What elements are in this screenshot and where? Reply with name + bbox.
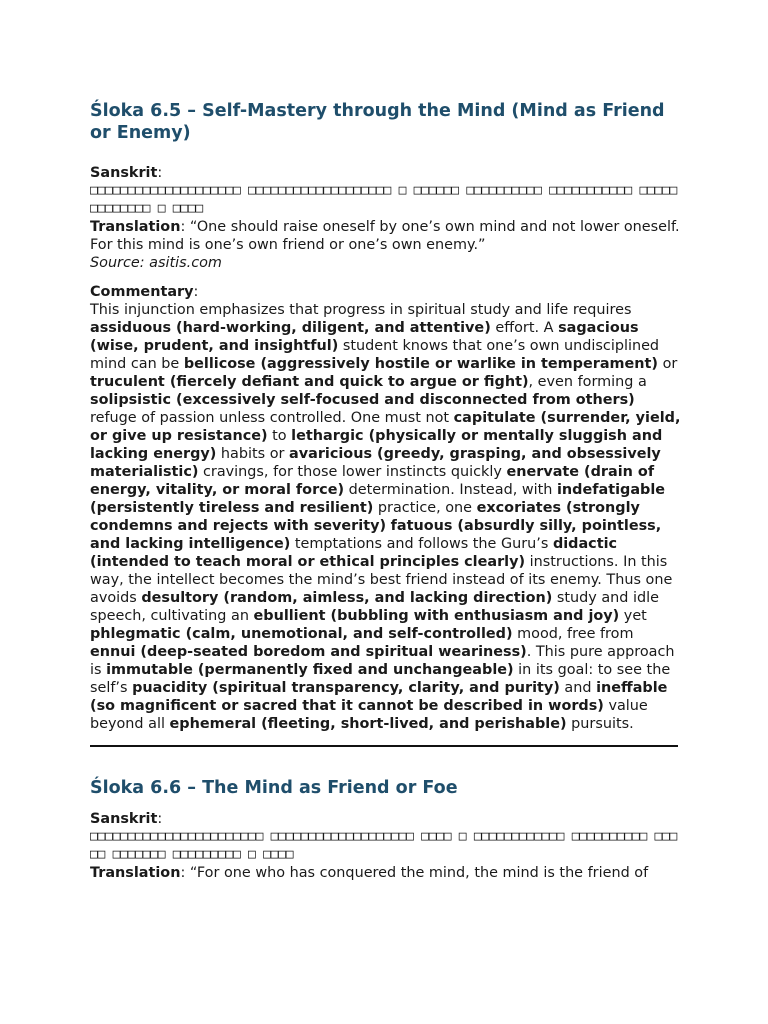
sanskrit-label-2: Sanskrit xyxy=(90,811,158,827)
sanskrit-text-2: □□□□□□□□□□□□□□□□□□□□□□□ □□□□□□□□□□□□□□□□□□□ □□□□ □ □□□□□□□□□□□□ □□□□□□□□□□ □□□□□ □□□□□□□ □□□□□□□□□ □ □□□□ xyxy=(90,829,678,862)
vocab-term: solipsistic (excessively self-focused and disconnected from others) xyxy=(90,392,635,408)
commentary-text: , even forming a xyxy=(528,374,647,390)
commentary-text: . This pure approach is xyxy=(90,644,675,678)
sanskrit-label: Sanskrit xyxy=(90,165,158,181)
translation-line: Translation: “One should raise oneself by one’s own mind and not lower oneself. For this mind is one’s own friend or one’s own enemy.” xyxy=(90,219,680,253)
translation-label: Translation xyxy=(90,219,181,235)
vocab-term: bellicose (aggressively hostile or warlike in temperament) xyxy=(183,356,659,372)
vocab-term: excoriates (strongly condemns and rejects with severity) xyxy=(90,500,640,534)
vocab-term: didactic (intended to teach moral or ethical principles clearly) xyxy=(90,536,618,570)
translation-line-2: Translation: “For one who has conquered the mind, the mind is the friend of xyxy=(90,865,649,881)
vocab-term: immutable (permanently fixed and unchangeable) xyxy=(106,662,514,678)
commentary-text: cravings, for those lower instincts quickly xyxy=(198,464,507,480)
commentary-paragraph xyxy=(90,301,682,733)
commentary-text: habits or xyxy=(216,446,290,462)
commentary-text: determination. Instead, with xyxy=(344,482,557,498)
vocab-term: indefatigable (persistently tireless and resilient) xyxy=(90,482,666,516)
vocab-term: fatuous (absurdly silly, pointless, and lacking intelligence) xyxy=(90,518,662,552)
translation-text: “One should raise oneself by one’s own mind and not lower oneself. For this mind is one’s own friend or one’s own enemy.” xyxy=(90,219,680,253)
commentary-text: and xyxy=(559,680,597,696)
sanskrit-label-line-2: Sanskrit: xyxy=(90,811,163,827)
vocab-term: capitulate (surrender, yield, or give up resistance) xyxy=(90,410,681,444)
commentary-text: in its goal: to see the self’s xyxy=(90,662,671,696)
vocab-term: enervate (drain of energy, vitality, or moral force) xyxy=(90,464,655,498)
sanskrit-text: □□□□□□□□□□□□□□□□□□□□ □□□□□□□□□□□□□□□□□□□ □ □□□□□□ □□□□□□□□□□ □□□□□□□□□□□ □□□□□□□□□□□□□ □ □□□□ xyxy=(90,183,678,216)
vocab-term: sagacious (wise, prudent, and insightful) xyxy=(90,320,639,354)
vocab-term: puacidity (spiritual transparency, clarity, and purity) xyxy=(132,680,560,696)
commentary-text: This injunction emphasizes that progress in spiritual study and life requires xyxy=(90,302,632,318)
vocab-term: assiduous (hard-working, diligent, and attentive) xyxy=(90,320,491,336)
commentary-label: Commentary xyxy=(90,284,194,300)
vocab-term: lethargic (physically or mentally sluggish and lacking energy) xyxy=(90,428,663,462)
vocab-term: truculent (fiercely defiant and quick to argue or fight) xyxy=(90,374,529,390)
vocab-term: avaricious (greedy, grasping, and obsessively materialistic) xyxy=(90,446,661,480)
vocab-term: ebullient (bubbling with enthusiasm and joy) xyxy=(253,608,620,624)
commentary-text: refuge of passion unless controlled. One must not xyxy=(90,410,454,426)
commentary-text: instructions. In this way, the intellect becomes the mind’s best friend instead of its enemy. Thus one avoids xyxy=(90,554,673,606)
commentary-text: temptations and follows the Guru’s xyxy=(290,536,553,552)
translation-label-2: Translation xyxy=(90,865,181,881)
source-citation: Source: asitis.com xyxy=(90,255,222,271)
document-page xyxy=(90,100,682,882)
vocab-term: desultory (random, aimless, and lacking direction) xyxy=(141,590,553,606)
commentary-text: study and idle speech, cultivating an xyxy=(90,590,659,624)
section-heading: Śloka 6.5 – Self-Mastery through the Mind (Mind as Friend or Enemy) xyxy=(90,101,665,143)
commentary-label-line: Commentary: xyxy=(90,284,199,300)
commentary-text: or xyxy=(658,356,678,372)
section-heading-2: Śloka 6.6 – The Mind as Friend or Foe xyxy=(90,778,458,798)
vocab-term: ineffable (so magnificent or sacred that it cannot be described in words) xyxy=(90,680,668,714)
vocab-term: phlegmatic (calm, unemotional, and self-controlled) xyxy=(90,626,513,642)
commentary-text: yet xyxy=(619,608,647,624)
section-divider xyxy=(90,745,678,747)
commentary-text: effort. A xyxy=(490,320,559,336)
commentary-text: to xyxy=(267,428,292,444)
commentary-text: practice, one xyxy=(373,500,477,516)
commentary-text: student knows that one’s own undisciplined mind can be xyxy=(90,338,660,372)
vocab-term: ephemeral (fleeting, short-lived, and perishable) xyxy=(169,716,567,732)
translation-text-2: “For one who has conquered the mind, the mind is the friend of xyxy=(189,865,649,881)
sanskrit-label-line: Sanskrit: xyxy=(90,165,163,181)
commentary-text: mood, free from xyxy=(512,626,634,642)
commentary-text: value beyond all xyxy=(90,698,648,732)
vocab-term: ennui (deep-seated boredom and spiritual weariness) xyxy=(90,644,527,660)
commentary-text: pursuits. xyxy=(566,716,634,732)
